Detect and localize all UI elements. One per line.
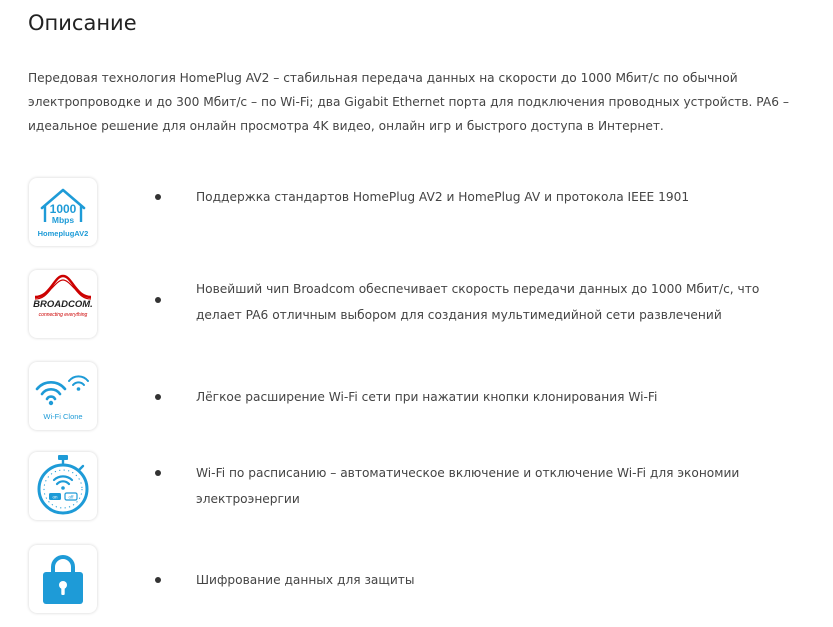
homeplug-label-text: HomeplugAV2 xyxy=(37,229,89,238)
wifi-schedule-stopwatch-icon xyxy=(29,452,97,520)
bullet xyxy=(155,470,161,476)
feature-item-encryption xyxy=(0,545,833,615)
broadcom-tagline-text: connecting everything xyxy=(38,312,88,318)
feature-item-homeplug xyxy=(0,178,833,248)
homeplug-av2-icon xyxy=(29,178,97,246)
feature-text-homeplug: Поддержка стандартов HomePlug AV2 и HomePlug AV и протокола IEEE 1901 xyxy=(196,190,690,204)
broadcom-brand-text: BROADCOM. xyxy=(33,299,93,310)
lock-icon xyxy=(29,545,97,613)
feature-item-broadcom xyxy=(0,270,833,340)
bullet xyxy=(155,297,161,303)
feature-item-wifi-clone xyxy=(0,362,833,432)
bullet xyxy=(155,194,161,200)
schedule-on-text: on xyxy=(52,494,58,500)
feature-text-wifi-clone: Лёгкое расширение Wi-Fi сети при нажатии кнопки клонирования Wi-Fi xyxy=(196,390,658,404)
broadcom-logo-icon xyxy=(29,270,97,338)
wifi-clone-icon xyxy=(29,362,97,430)
section-intro: Передовая технология HomePlug AV2 – стабильная передача данных на скорости до 1000 Мбит/с по обычной электропроводке и до 300 Мбит/с – по Wi-Fi; два Gigabit Ethernet порта для подключения проводных устройств. PA6 – идеальное решение для онлайн просмотра 4K видео, онлайн игр и быстрого доступа в Интернет. xyxy=(28,71,789,133)
section-title: Описание xyxy=(28,11,137,35)
schedule-off-text: off xyxy=(68,494,74,500)
wifi-clone-label: Wi-Fi Clone xyxy=(43,412,83,421)
homeplug-speed-text: 1000 xyxy=(49,202,77,216)
homeplug-unit-text: Mbps xyxy=(51,215,75,225)
bullet xyxy=(155,577,161,583)
feature-text-encryption: Шифрование данных для защиты xyxy=(196,573,415,587)
feature-text-broadcom: Новейший чип Broadcom обеспечивает скорость передачи данных до 1000 Мбит/с, что делает PA6 отличным выбором для создания мультимедийной сети развлечений xyxy=(196,282,760,322)
feature-item-wifi-schedule xyxy=(0,452,833,522)
feature-text-wifi-schedule: Wi-Fi по расписанию – автоматическое включение и отключение Wi-Fi для экономии электроэнергии xyxy=(196,466,740,506)
bullet xyxy=(155,394,161,400)
